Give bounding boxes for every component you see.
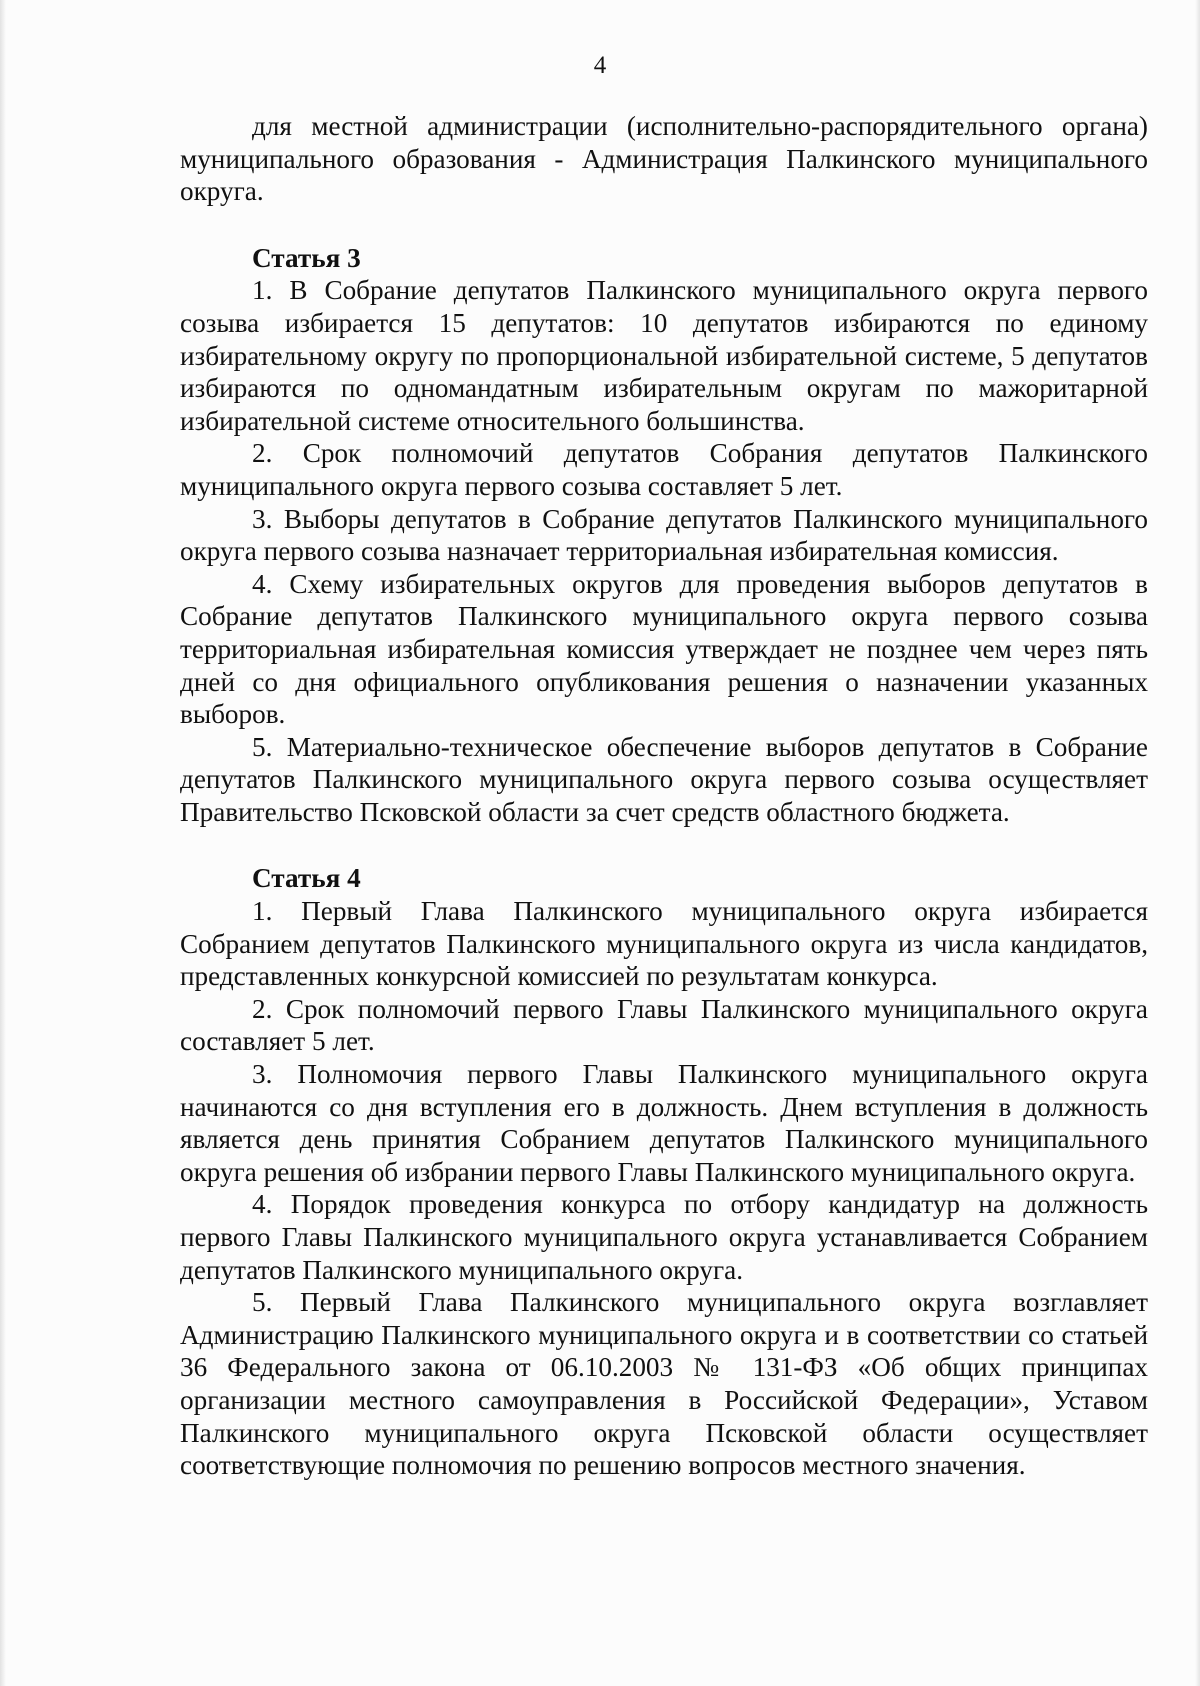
article-4-item-1: 1. Первый Глава Палкинского муниципального округа избирается Собранием депутатов Палкинского муниципального округа из числа кандидатов, представленных конкурсной комиссией по результатам конкурса. xyxy=(180,896,1148,992)
page-number: 4 xyxy=(593,52,607,79)
article-4-item-3: 3. Полномочия первого Главы Палкинского муниципального округа начинаются со дня вступления его в должность. Днем вступления в должность является день принятия Собранием депутатов Палкинского муниципального округа решения об избрании первого Главы Палкинского муниципального округа. xyxy=(180,1059,1148,1187)
intro-paragraph: для местной администрации (исполнительно-распорядительного органа) муниципального образования - Администрация Палкинского муниципального округа. xyxy=(180,111,1148,207)
article-3-item-1: 1. В Собрание депутатов Палкинского муниципального округа первого созыва избирается 15 депутатов: 10 депутатов избираются по единому избирательному округу по пропорциональной избирательной системе, 5 депутатов избираются по одномандатным избирательным округам по мажоритарной избирательной системе относительного большинства. xyxy=(180,275,1148,436)
article-3-item-4: 4. Схему избирательных округов для проведения выборов депутатов в Собрание депутатов Палкинского муниципального округа первого созыва территориальная избирательная комиссия утверждает не позднее чем через пять дней со дня официального опубликования решения о назначении указанных выборов. xyxy=(180,568,1148,730)
article-3-item-5: 5. Материально-техническое обеспечение выборов депутатов в Собрание депутатов Палкинского муниципального округа первого созыва осуществляет Правительство Псковской области за счет средств областного бюджета. xyxy=(180,731,1148,827)
article-4-item-2: 2. Срок полномочий первого Главы Палкинского муниципального округа составляет 5 лет. xyxy=(180,993,1148,1057)
article-3-item-2: 2. Срок полномочий депутатов Собрания депутатов Палкинского муниципального округа первого созыва составляет 5 лет. xyxy=(180,438,1148,501)
article-4-title: Статья 4 xyxy=(252,863,361,894)
document-body xyxy=(180,110,1148,1482)
article-4-item-4: 4. Порядок проведения конкурса по отбору кандидатур на должность первого Главы Палкинского муниципального округа устанавливается Собранием депутатов Палкинского муниципального округа. xyxy=(180,1189,1148,1285)
scan-edge-right xyxy=(1195,0,1200,1686)
scan-edge-left xyxy=(0,0,6,1686)
article-3-item-3: 3. Выборы депутатов в Собрание депутатов Палкинского муниципального округа первого созыва назначает территориальная избирательная комиссия. xyxy=(180,503,1148,567)
article-4-item-5: 5. Первый Глава Палкинского муниципального округа возглавляет Администрацию Палкинского муниципального округа и в соответствии со статьей 36 Федерального закона от 06.10.2003 № 131-ФЗ «Об общих принципах организации местного самоуправления в Российской Федерации», Уставом Палкинского муниципального округа Псковской области осуществляет соответствующие полномочия по решению вопросов местного значения. xyxy=(180,1287,1148,1481)
article-3-title: Статья 3 xyxy=(252,242,361,273)
